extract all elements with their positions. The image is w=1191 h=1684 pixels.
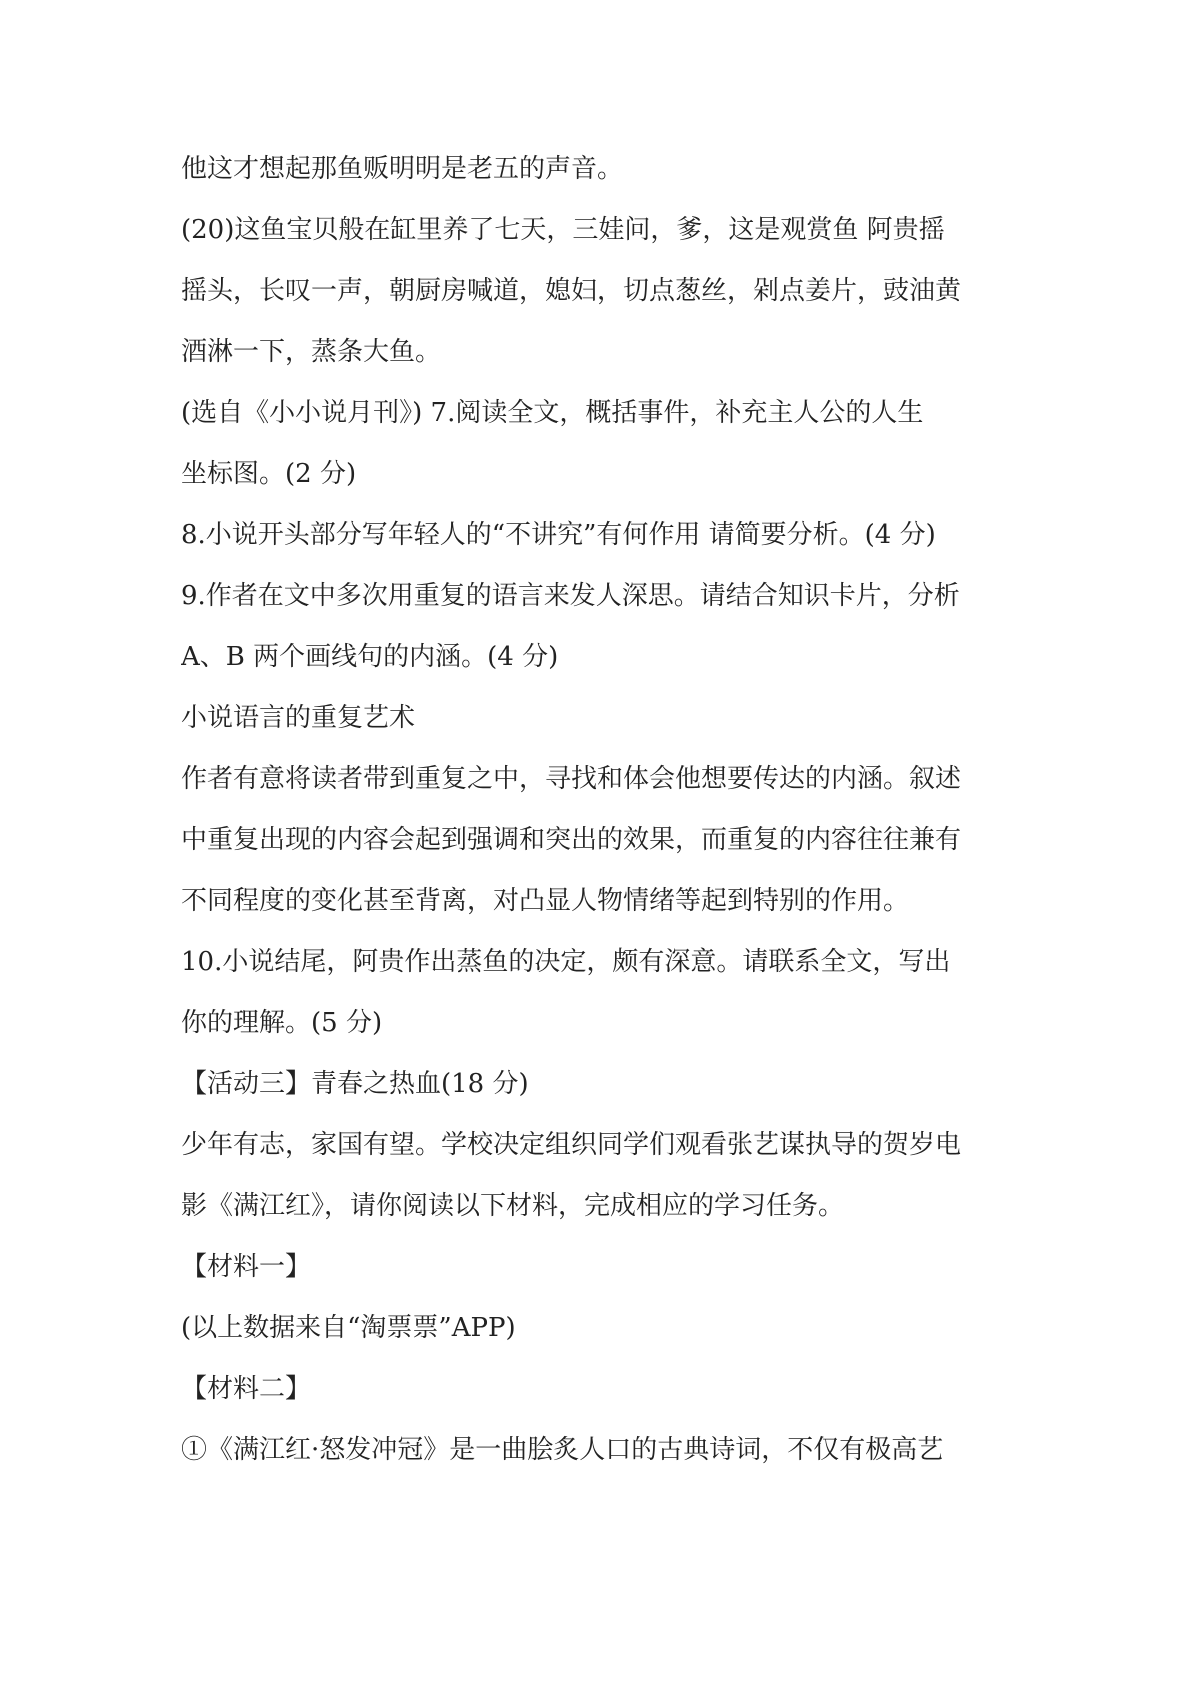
text-line: 坐标图。(2 分)	[181, 459, 357, 489]
section-heading: 【活动三】青春之热血(18 分)	[181, 1069, 529, 1099]
text-line: 影《满江红》，请你阅读以下材料，完成相应的学习任务。	[181, 1191, 845, 1221]
text-line: (20)这鱼宝贝般在缸里养了七天，三娃问，爹，这是观赏鱼 阿贵摇	[181, 215, 945, 245]
text-line: 9.作者在文中多次用重复的语言来发人深思。请结合知识卡片，分析	[181, 581, 960, 611]
text-line: 作者有意将读者带到重复之中，寻找和体会他想要传达的内涵。叙述	[181, 764, 962, 794]
text-line: (选自《小小说月刊》) 7.阅读全文，概括事件，补充主人公的人生	[181, 398, 924, 428]
text-line: 摇头，长叹一声，朝厨房喊道，媳妇，切点葱丝，剁点姜片，豉油黄	[181, 276, 962, 306]
text-line: 他这才想起那鱼贩明明是老五的声音。	[181, 154, 624, 184]
text-line: ①《满江红·怒发冲冠》是一曲脍炙人口的古典诗词，不仅有极高艺	[181, 1435, 944, 1465]
text-line: 8.小说开头部分写年轻人的“不讲究”有何作用 请简要分析。(4 分)	[181, 520, 936, 550]
section-heading: 小说语言的重复艺术	[181, 703, 416, 733]
material-heading: 【材料二】	[181, 1374, 312, 1404]
text-line: 不同程度的变化甚至背离，对凸显人物情绪等起到特别的作用。	[181, 886, 910, 916]
text-line: 少年有志，家国有望。学校决定组织同学们观看张艺谋执导的贺岁电	[181, 1130, 962, 1160]
text-line: 中重复出现的内容会起到强调和突出的效果，而重复的内容往往兼有	[181, 825, 962, 855]
material-heading: 【材料一】	[181, 1252, 312, 1282]
text-line: 酒淋一下，蒸条大鱼。	[181, 337, 442, 367]
text-line: A、B 两个画线句的内涵。(4 分)	[181, 642, 559, 672]
text-line: 10.小说结尾，阿贵作出蒸鱼的决定，颇有深意。请联系全文，写出	[181, 947, 951, 977]
text-line: 你的理解。(5 分)	[181, 1008, 383, 1038]
text-line: (以上数据来自“淘票票”APP)	[181, 1313, 516, 1343]
